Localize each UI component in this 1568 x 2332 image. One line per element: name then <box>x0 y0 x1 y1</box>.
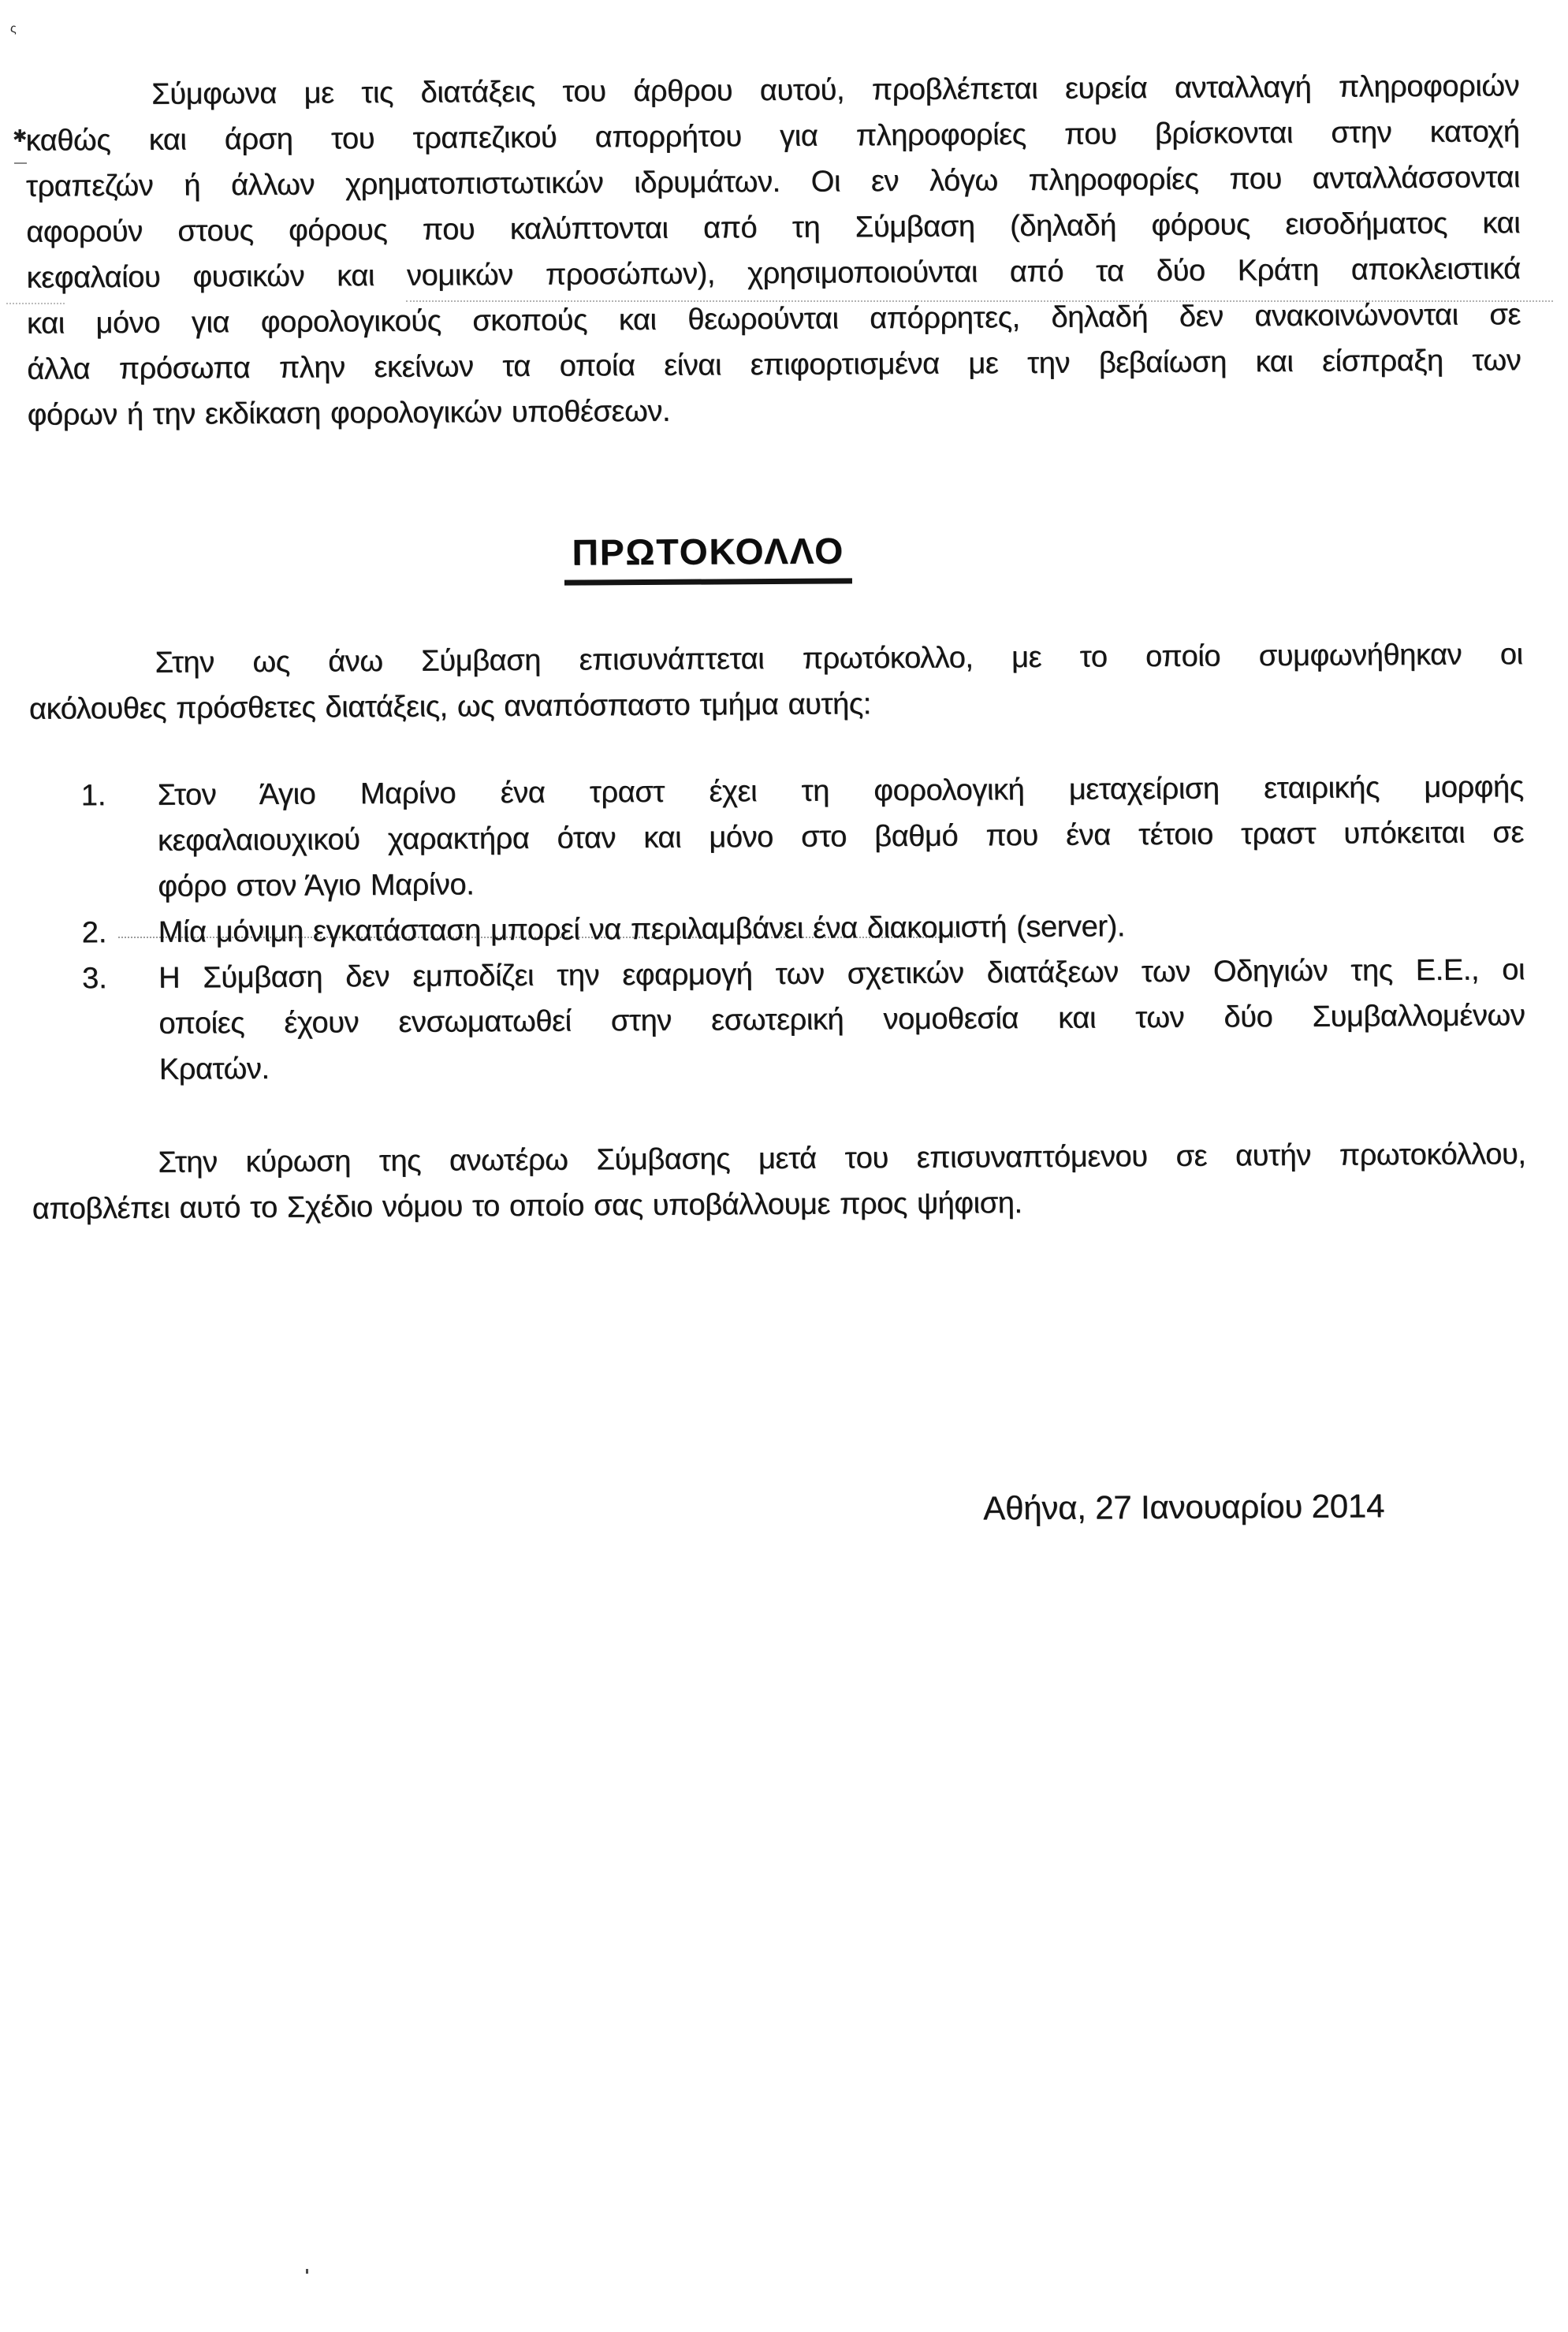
dateline: Αθήνα, 27 Ιανουαρίου 2014 <box>983 1487 1385 1527</box>
list-item-line: κεφαλαιουχικού χαρακτήρα όταν και μόνο στο βαθμό που ένα τέτοιο τραστ υπόκειται σε <box>157 816 1525 858</box>
corner-speck: ς <box>10 22 17 35</box>
list-item-line: οποίες έχουν ενσωματωθεί στην εσωτερική νομοθεσία και των δύο Συμβαλλομένων <box>158 999 1525 1041</box>
paragraph-line: Στην ως άνω Σύμβαση επισυνάπτεται πρωτόκολλο, με το οποίο συμφωνήθηκαν οι <box>155 638 1523 680</box>
paragraph-line: ακόλουθες πρόσθετες διατάξεις, ως αναπόσπαστο τμήμα αυτής: <box>28 687 871 726</box>
paragraph-line: αφορούν στους φόρους που καλύπτονται από τη Σύμβαση (δηλαδή φόρους εισοδήματος και <box>26 207 1521 249</box>
paragraph-intro <box>25 63 1521 438</box>
list-item-number: 1. <box>80 779 106 813</box>
section-heading-row <box>0 526 1455 590</box>
paragraph-line: Σύμφωνα με τις διατάξεις του άρθρου αυτού, προβλέπεται ευρεία ανταλλαγή πληροφοριών <box>151 69 1520 111</box>
list-item-1 <box>29 764 1524 911</box>
list-item-line: Η Σύμβαση δεν εμποδίζει την εφαρμογή των σχετικών διατάξεων των Οδηγιών της Ε.Ε., οι <box>158 953 1525 995</box>
list-item-line: Μία μόνιμη εγκατάσταση μπορεί να περιλαμβάνει ένα διακομιστή (server). <box>158 910 1126 949</box>
closing-paragraph <box>32 1131 1526 1232</box>
list-item-number: 2. <box>81 916 107 950</box>
paragraph-line: καθώς και άρση του τραπεζικού απορρήτου για πληροφορίες που βρίσκονται στην κατοχή <box>25 115 1520 158</box>
paragraph-line: Στην κύρωση της ανωτέρω Σύμβασης μετά του επισυναπτόμενου σε αυτήν πρωτοκόλλου, <box>158 1138 1526 1179</box>
protocol-list <box>29 764 1525 1093</box>
paragraph-line: και μόνο για φορολογικούς σκοπούς και θεωρούνται απόρρητες, δηλαδή δεν ανακοινώνονται σε <box>26 298 1521 341</box>
bottom-speck <box>306 2269 308 2274</box>
list-item-number: 3. <box>81 962 107 996</box>
paragraph-line: τραπεζών ή άλλων χρηματοπιστωτικών ιδρυμάτων. Οι εν λόγω πληροφορίες που ανταλλάσσονται <box>25 161 1520 203</box>
paragraph-line: άλλα πρόσωπα πλην εκείνων τα οποία είναι επιφορτισμένα με την βεβαίωση και είσπραξη των <box>27 344 1521 386</box>
paragraph-line: φόρων ή την εκδίκαση φορολογικών υποθέσεων. <box>27 394 671 432</box>
list-item-line: φόρο στον Άγιο Μαρίνο. <box>158 868 475 903</box>
margin-dash-artifact <box>14 162 27 164</box>
list-item-line: Στον Άγιο Μαρίνο ένα τραστ έχει τη φορολογική μεταχείριση εταιρικής μορφής <box>157 770 1524 812</box>
margin-annotation-mark: ✱ <box>13 126 28 146</box>
paragraph-protocol-intro <box>28 631 1523 732</box>
document-content <box>25 63 1528 1535</box>
paragraph-line: αποβλέπει αυτό το Σχέδιο νόμου το οποίο σας υποβάλλουμε προς ψήφιση. <box>32 1186 1022 1226</box>
protocol-heading: ΠΡΩΤΟΚΟΛΛΟ <box>564 529 852 585</box>
list-item-line: Κρατών. <box>158 1052 270 1086</box>
list-item-3 <box>31 947 1525 1093</box>
paragraph-line: κεφαλαίου φυσικών και νομικών προσώπων), χρησιμοποιούνται από τα δύο Κράτη αποκλειστικά <box>26 252 1521 295</box>
